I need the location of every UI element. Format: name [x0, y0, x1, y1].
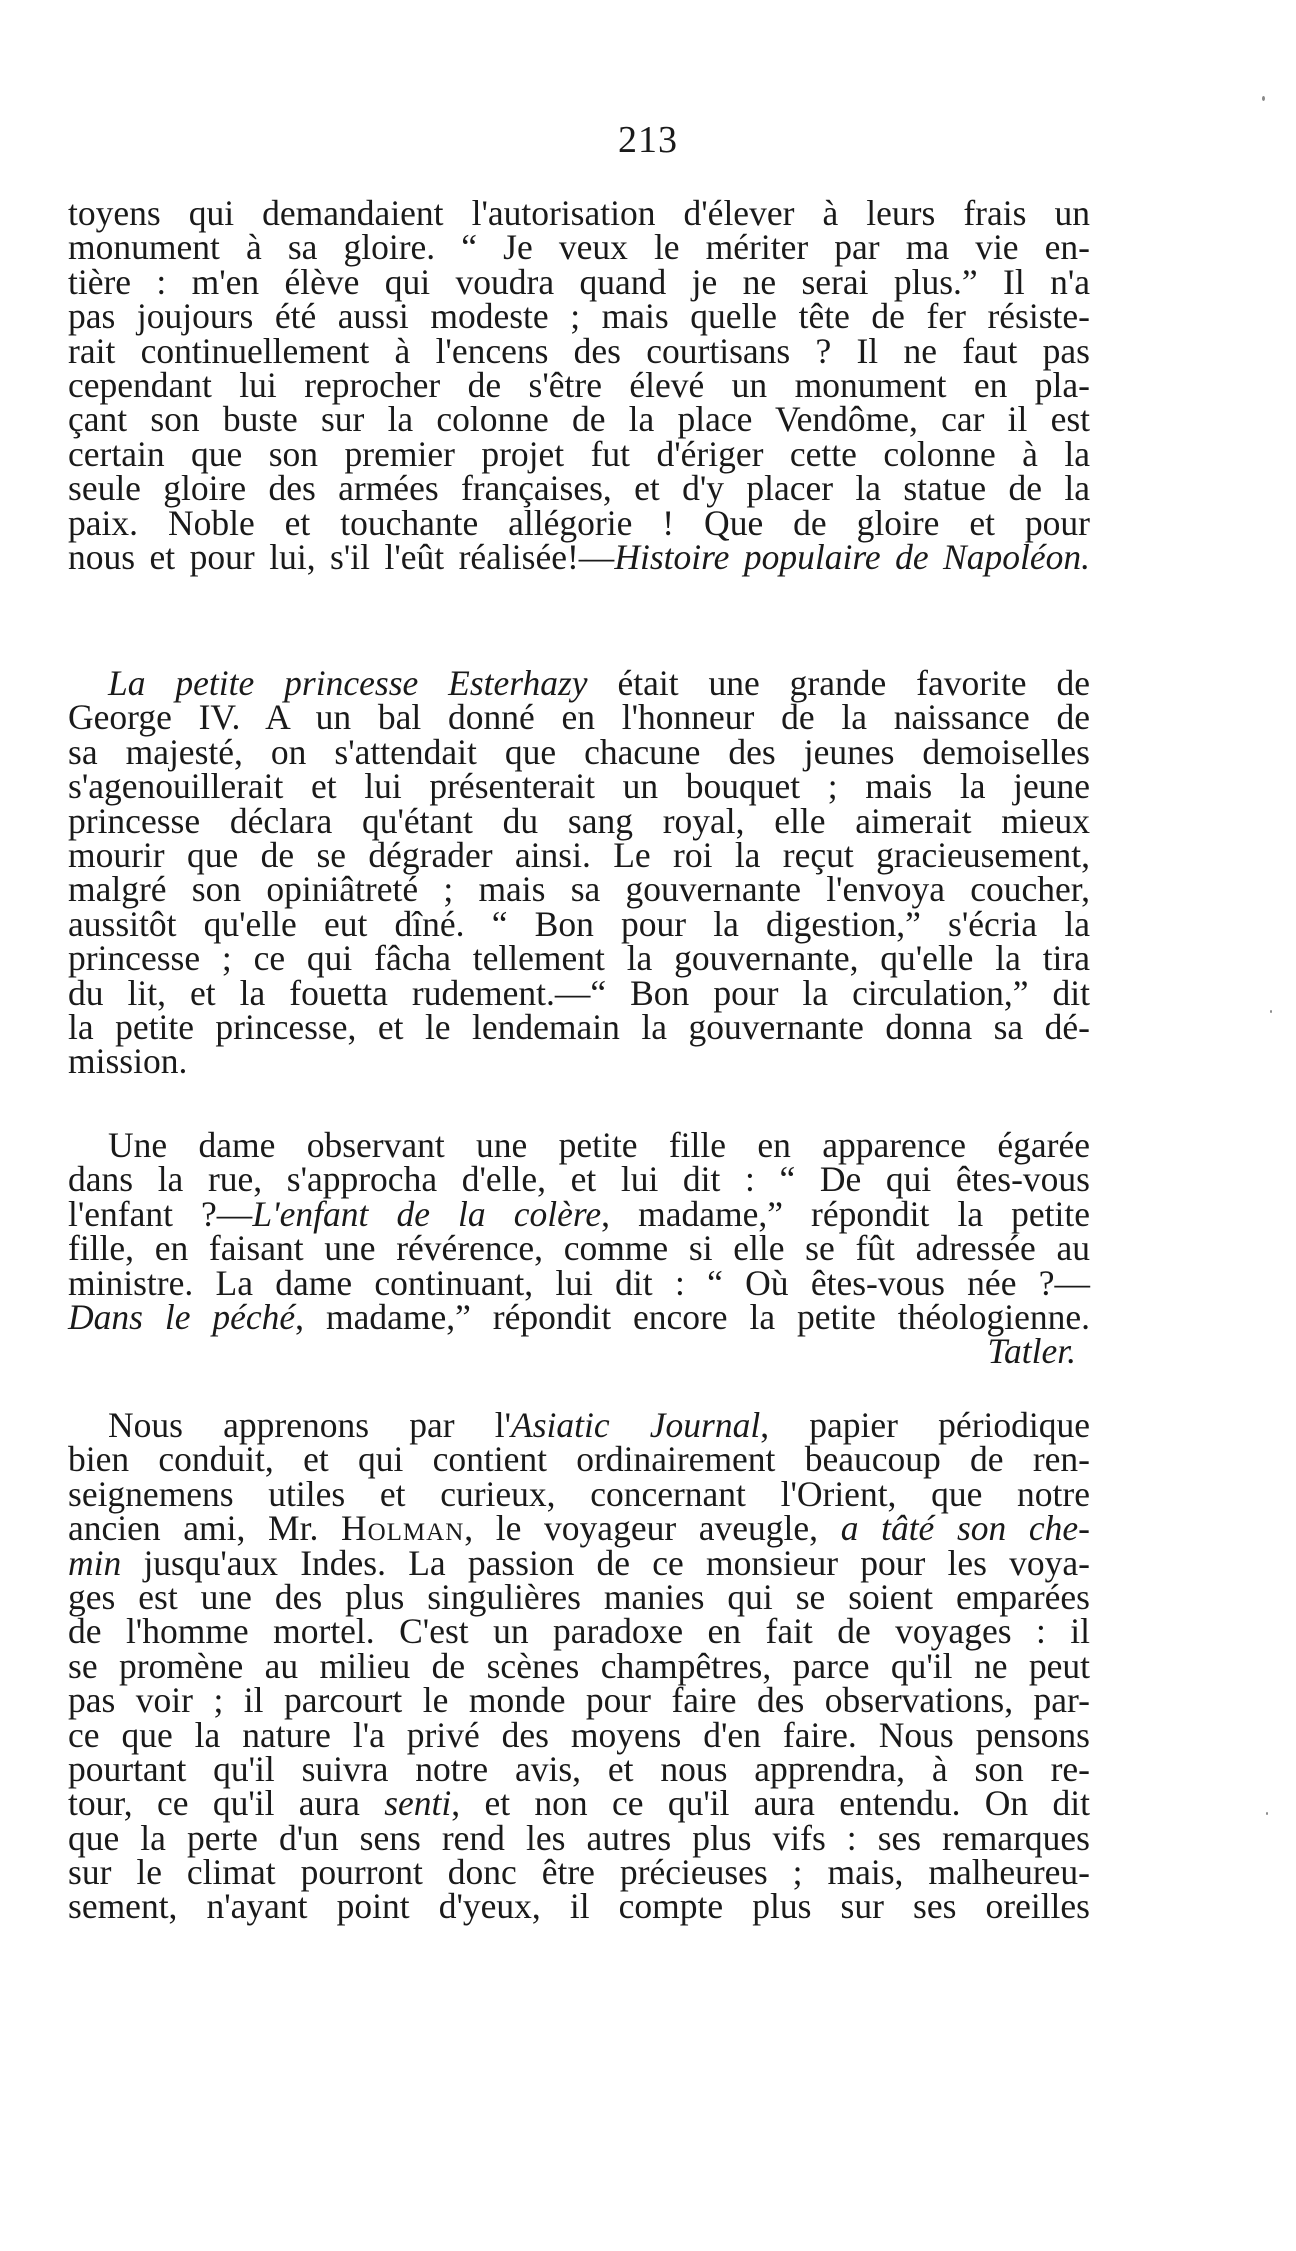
text-line: ges est une des plus singulières manies qui se soient emparées	[68, 1576, 1090, 1617]
text-line: ministre. La dame continuant, lui dit : “ Où êtes-vous née ?—	[68, 1262, 1090, 1303]
italic-phrase: min	[68, 1542, 122, 1583]
text-line: çant son buste sur la colonne de la place Vendôme, car il est	[68, 399, 1090, 440]
italic-phrase: a tâté son che-	[840, 1508, 1090, 1549]
text-line: malgré son opiniâtreté ; mais sa gouvernante l'envoya coucher,	[68, 869, 1090, 910]
text-line: seule gloire des armées françaises, et d'y placer la statue de la	[68, 468, 1090, 509]
paragraph-esterhazy	[68, 663, 1090, 1082]
text-line: se promène au milieu de scènes champêtres, parce qu'il ne peut	[68, 1645, 1090, 1686]
italic-phrase: Dans le péché	[68, 1296, 296, 1337]
text-line: pas joujours été aussi modeste ; mais quelle tête de fer résiste-	[68, 296, 1090, 337]
text-line-citation: nous et pour lui, s'il l'eût réalisée!—Histoire populaire de Napoléon.	[68, 536, 1090, 577]
italic-phrase: senti	[384, 1783, 452, 1824]
paragraph-holman	[68, 1405, 1090, 1927]
text-line: aussitôt qu'elle eut dîné. “ Bon pour la digestion,” s'écria la	[68, 903, 1090, 944]
text-line: paix. Noble et touchante allégorie ! Que de gloire et pour	[68, 502, 1090, 543]
text-line: cependant lui reprocher de s'être élevé un monument en pla-	[68, 364, 1090, 405]
text-line: du lit, et la fouetta rudement.—“ Bon pour la circulation,” dit	[68, 972, 1090, 1013]
text-line: dans la rue, s'approcha d'elle, et lui dit : “ De qui êtes-vous	[68, 1159, 1090, 1200]
text-line: que la perte d'un sens rend les autres plus vifs : ses remarques	[68, 1817, 1090, 1858]
text-line: la petite princesse, et le lendemain la gouvernante donna sa dé-	[68, 1006, 1090, 1047]
text-line: min jusqu'aux Indes. La passion de ce monsieur pour les voya-	[68, 1542, 1090, 1583]
text-line: ce que la nature l'a privé des moyens d'en faire. Nous pensons	[68, 1714, 1090, 1755]
paper-speck	[1262, 96, 1265, 101]
text-line: Nous apprenons par l'Asiatic Journal, papier périodique	[108, 1405, 1090, 1445]
text-line: monument à sa gloire. “ Je veux le mériter par ma vie en-	[68, 227, 1090, 268]
source-attribution: Tatler.	[987, 1331, 1076, 1372]
text-line-attribution	[68, 1331, 1090, 1372]
text-line: mission.	[68, 1041, 188, 1082]
text-line: Une dame observant une petite fille en apparence égarée	[108, 1125, 1090, 1165]
text-line: fille, en faisant une révérence, comme si elle se fût adressée au	[68, 1228, 1090, 1269]
text-line: de l'homme mortel. C'est un paradoxe en fait de voyages : il	[68, 1611, 1090, 1652]
text-line: sement, n'ayant point d'yeux, il compte plus sur ses oreilles	[68, 1886, 1090, 1927]
italic-phrase: La petite princesse Esterhazy	[108, 663, 588, 703]
paragraph-napoleon	[68, 193, 1090, 577]
text-line: sur le climat pourront donc être précieuses ; mais, malheureu-	[68, 1852, 1090, 1893]
small-caps-name: Holman	[340, 1508, 465, 1549]
italic-phrase: L'enfant de la colère	[252, 1193, 602, 1234]
text-line: princesse ; ce qui fâcha tellement la gouvernante, qu'elle la tira	[68, 938, 1090, 979]
page-number: 213	[618, 119, 678, 161]
text-line: princesse déclara qu'étant du sang royal, elle aimerait mieux	[68, 800, 1090, 841]
text-line: s'agenouillerait et lui présenterait un bouquet ; mais la jeune	[68, 766, 1090, 807]
text-line: mourir que de se dégrader ainsi. Le roi la reçut gracieusement,	[68, 834, 1090, 875]
text-line: toyens qui demandaient l'autorisation d'élever à leurs frais un	[68, 193, 1090, 233]
italic-phrase: Asiatic Journal	[511, 1405, 761, 1445]
text-line: bien conduit, et qui contient ordinairement beaucoup de ren-	[68, 1439, 1090, 1480]
text-line: pas voir ; il parcourt le monde pour faire des observations, par-	[68, 1680, 1090, 1721]
text-line: sa majesté, on s'attendait que chacune des jeunes demoiselles	[68, 731, 1090, 772]
paragraph-petite-fille	[68, 1125, 1091, 1372]
text-line: l'enfant ?—L'enfant de la colère, madame,” répondit la petite	[68, 1193, 1091, 1234]
text-line: certain que son premier projet fut d'ériger cette colonne à la	[68, 433, 1090, 474]
text-line: tière : m'en élève qui voudra quand je ne serai plus.” Il n'a	[68, 261, 1090, 302]
text-line: rait continuellement à l'encens des courtisans ? Il ne faut pas	[68, 330, 1090, 371]
paper-speck	[1266, 1812, 1268, 1815]
text-line: seignemens utiles et curieux, concernant l'Orient, que notre	[68, 1473, 1090, 1514]
text-line: La petite princesse Esterhazy était une grande favorite de	[108, 663, 1090, 703]
text-line: Dans le péché, madame,” répondit encore la petite théologienne.	[68, 1296, 1090, 1337]
source-citation: Histoire populaire de Napoléon.	[614, 536, 1090, 577]
text-line: ancien ami, Mr. Holman, le voyageur aveugle, a tâté son che-	[68, 1508, 1090, 1549]
text-line: pourtant qu'il suivra notre avis, et nous apprendra, à son re-	[68, 1748, 1090, 1789]
text-line: George IV. A un bal donné en l'honneur de la naissance de	[68, 697, 1090, 738]
paper-speck	[1270, 1010, 1272, 1013]
text-line: tour, ce qu'il aura senti, et non ce qu'il aura entendu. On dit	[68, 1783, 1090, 1824]
